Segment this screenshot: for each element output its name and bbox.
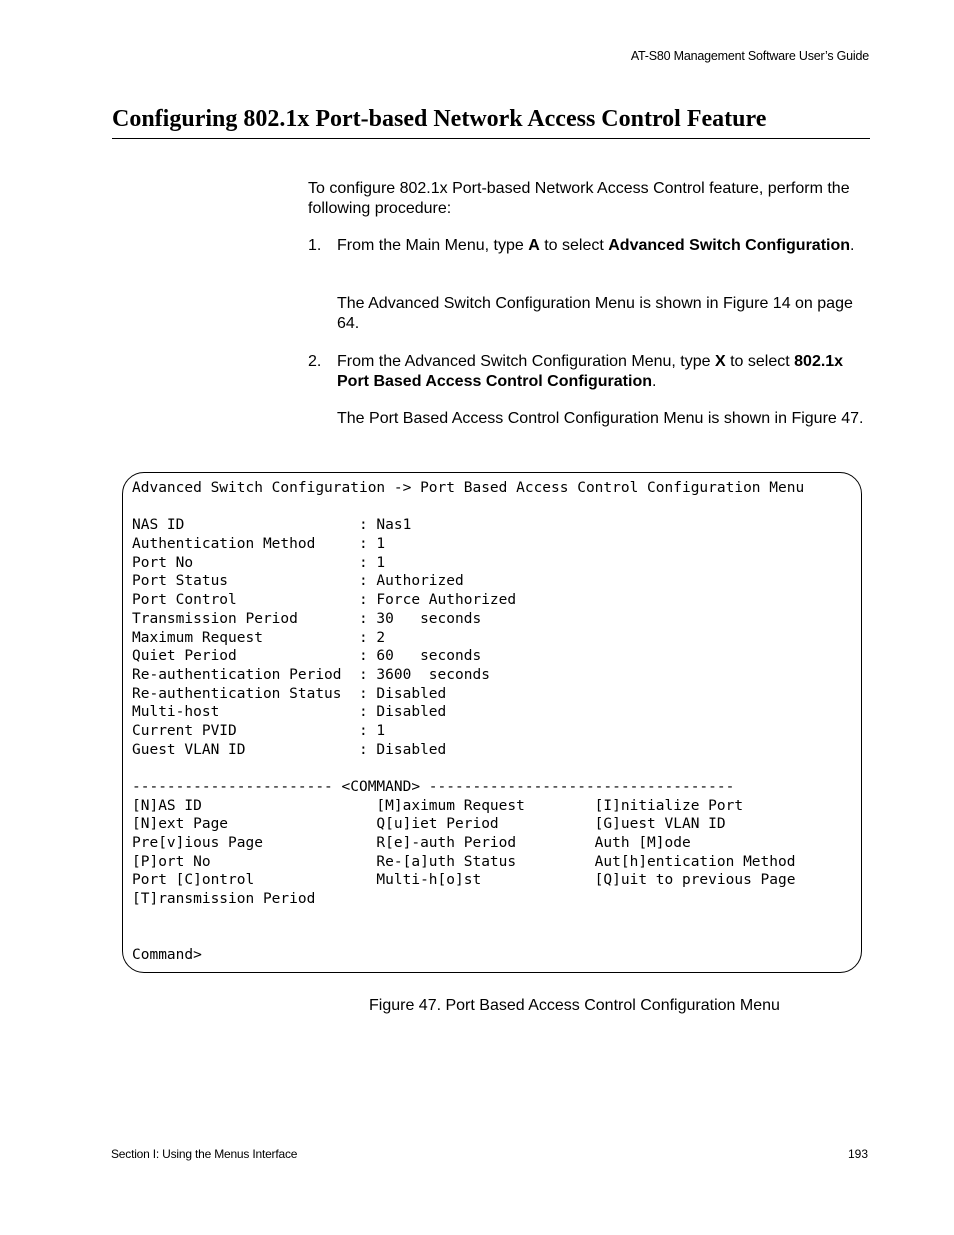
footer-section: Section I: Using the Menus Interface [111,1147,298,1161]
terminal-line: Port Control : Force Authorized [132,592,517,609]
figure-caption: Figure 47. Port Based Access Control Configuration Menu [369,997,780,1014]
terminal-line: Current PVID : 1 [132,722,386,739]
terminal-line [132,759,804,778]
terminal-line: ----------------------- <COMMAND> ----------------------------------- [132,779,735,795]
terminal-line [132,928,804,947]
page-number: 193 [847,1147,868,1161]
terminal-line: NAS ID : Nas1 [132,517,412,534]
step-target: 802.1x Port Based Access Control Configuration [337,353,844,390]
terminal-text [132,479,804,965]
step-number: 1. [308,237,322,254]
step-text: From the Main Menu, type A to select Advanced Switch Configuration. [337,237,855,254]
running-header: AT-S80 Management Software User’s Guide [630,49,869,63]
intro-paragraph: To configure 802.1x Port-based Network Access Control feature, perform the following procedure: [308,180,850,217]
step-text: From the Advanced Switch Configuration Menu, type X to select 802.1x Port Based Access Control Configuration. [337,353,844,390]
terminal-line: Port Status : Authorized [132,573,464,590]
terminal-line: Port [C]ontrol Multi-h[o]st [Q]uit to previous Page [132,872,796,889]
procedure-step-1 [308,236,870,256]
terminal-line: Multi-host : Disabled [132,704,447,721]
terminal-line: Pre[v]ious Page R[e]-auth Period Auth [M]ode [132,835,691,852]
step-number: 2. [308,353,322,370]
terminal-line: Quiet Period : 60 seconds [132,648,482,665]
step-note-2: The Port Based Access Control Configuration Menu is shown in Figure 47. [337,410,864,427]
step-key: X [714,353,726,370]
terminal-line: [P]ort No Re-[a]uth Status Aut[h]entication Method [132,853,796,870]
terminal-line: Command> [132,947,202,964]
terminal-line: [T]ransmission Period [132,891,316,908]
step-key: A [528,237,540,254]
terminal-line [132,909,804,928]
terminal-line: Maximum Request : 2 [132,629,386,646]
terminal-line: Port No : 1 [132,554,386,571]
terminal-line [132,498,804,517]
procedure-step-2 [308,352,870,392]
terminal-line: [N]AS ID [M]aximum Request [I]nitialize Port [132,797,744,814]
terminal-line: Advanced Switch Configuration -> Port Based Access Control Configuration Menu [132,480,805,496]
terminal-line: Transmission Period : 30 seconds [132,610,482,627]
step-target: Advanced Switch Configuration [608,237,851,254]
step-note-1: The Advanced Switch Configuration Menu is shown in Figure 14 on page 64. [337,295,853,332]
terminal-screen [122,472,862,973]
terminal-line: Re-authentication Status : Disabled [132,685,447,702]
terminal-line: Re-authentication Period : 3600 seconds [132,666,490,683]
section-title: Configuring 802.1x Port-based Network Access Control Feature [112,106,870,139]
terminal-line: [N]ext Page Q[u]iet Period [G]uest VLAN ID [132,816,726,833]
terminal-line: Guest VLAN ID : Disabled [132,741,447,758]
terminal-line: Authentication Method : 1 [132,536,386,553]
